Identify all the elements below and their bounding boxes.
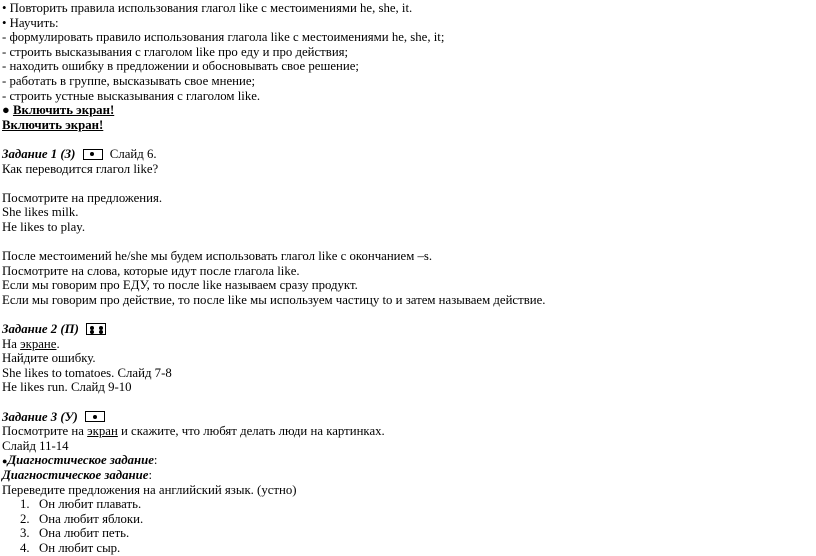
list-item: 1. Он любит плавать.: [20, 497, 142, 512]
example-sentence: She likes milk.: [2, 205, 79, 220]
task3-header: [2, 410, 816, 425]
translate-instruction: Переведите предложения на английский язык. (устно): [2, 482, 297, 497]
example-sentence: He likes to play.: [2, 219, 86, 234]
list-item: 2. Она любит яблоки.: [20, 511, 144, 526]
task1-slide: Слайд 6.: [109, 146, 157, 161]
single-work-icon: [85, 411, 105, 422]
goal-line: • Научить:: [2, 15, 59, 30]
screen-instruction-text: Включить экран!: [12, 103, 115, 118]
rule-line: Посмотрите на слова, которые идут после глагола like.: [2, 263, 300, 278]
error-sentence: He likes run. Слайд 9-10: [2, 380, 132, 395]
task2-header: [2, 322, 816, 337]
screen-word: экране: [20, 336, 57, 351]
task1-question: Как переводится глагол like?: [2, 161, 159, 176]
task1-look: Посмотрите на предложения.: [2, 190, 163, 205]
diagnostic-heading: ●Диагностическое задание:: [2, 453, 158, 468]
error-sentence: She likes to tomatoes. Слайд 7-8: [2, 365, 172, 380]
task1-title: Задание 1 (З): [2, 146, 76, 161]
screen-instruction: [2, 103, 816, 118]
list-item: 4. Он любит сыр.: [20, 540, 121, 555]
task3-screen-line: Посмотрите на экран и скажите, что любят делать люди на картинках.: [2, 424, 385, 439]
task2-find: Найдите ошибку.: [2, 351, 96, 366]
list-item: 3. Она любит петь.: [20, 526, 130, 541]
rule-line: Если мы говорим про действие, то после like мы используем частицу to и затем называем действие.: [2, 292, 546, 307]
screen-instruction-text: Включить экран!: [2, 117, 104, 132]
rule-line: После местоимений he/she мы будем использовать глагол like с окончанием –s.: [2, 249, 433, 264]
group-work-icon: [86, 323, 106, 335]
single-work-icon: [83, 149, 103, 160]
bullet: ●: [2, 456, 8, 467]
screen-word: экран: [87, 424, 118, 439]
task2-screen-line: На экране.: [2, 336, 60, 351]
goal-line: - работать в группе, высказывать свое мнение;: [2, 73, 256, 88]
task3-slides: Слайд 11-14: [2, 438, 69, 453]
translation-list: [2, 497, 816, 555]
task1-header: [2, 147, 816, 162]
bullet: ●: [2, 103, 10, 118]
goal-line: - строить устные высказывания с глаголом like.: [2, 88, 261, 103]
task3-title: Задание 3 (У): [2, 409, 78, 424]
goal-line: • Повторить правила использования глагол like с местоимениями he, she, it.: [2, 1, 413, 15]
goal-line: - строить высказывания с глаголом like про еду и про действия;: [2, 44, 349, 59]
goal-line: - находить ошибку в предложении и обосновывать свое решение;: [2, 59, 359, 74]
task2-title: Задание 2 (П): [2, 322, 79, 337]
rule-line: Если мы говорим про ЕДУ, то после like называем сразу продукт.: [2, 278, 358, 293]
diagnostic-heading: Диагностическое задание:: [2, 468, 153, 482]
goal-line: - формулировать правило использования глагола like с местоимениями he, she, it;: [2, 30, 445, 45]
